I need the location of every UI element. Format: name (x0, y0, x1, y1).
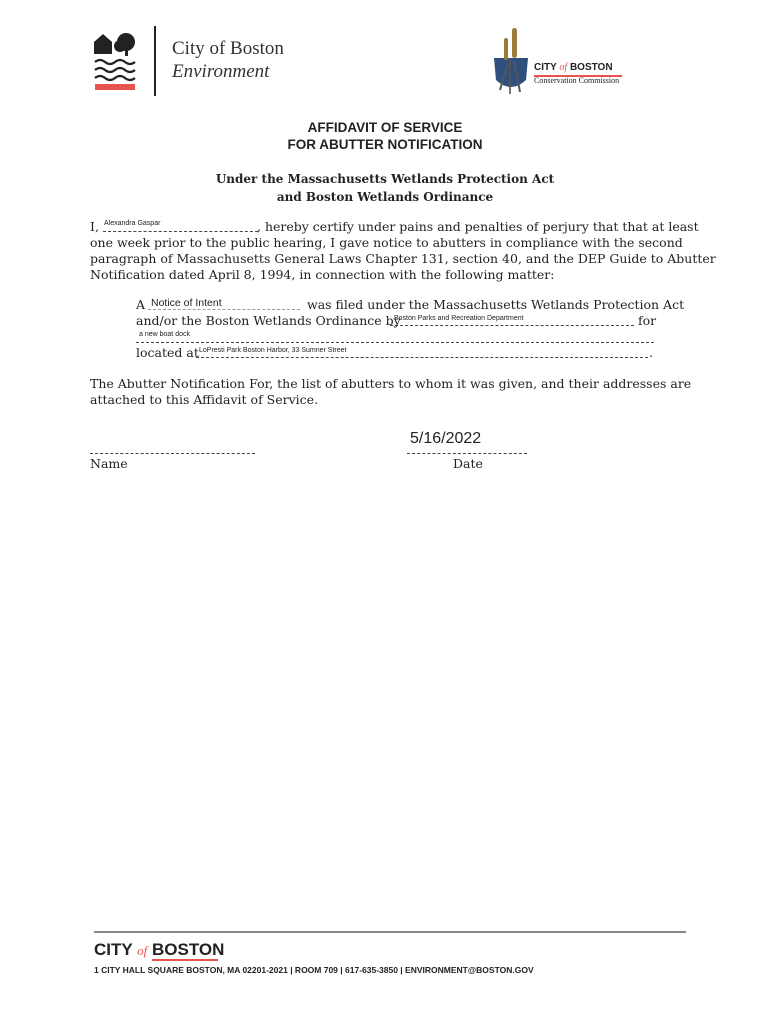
date-value: 5/16/2022 (410, 430, 482, 447)
p3-line-1: The Abutter Notification For, the list of abutters to whom it was given, and their addresses are (90, 376, 692, 391)
location-value: LoPresti Park Boston Harbor, 33 Sumner Street (199, 347, 347, 354)
p2-period: . (649, 345, 653, 360)
date-field[interactable] (407, 453, 527, 454)
footer-of: of (137, 943, 148, 958)
subtitle-line-2: and Boston Wetlands Ordinance (276, 190, 494, 204)
page-title (0, 119, 770, 153)
p2-located: located at (136, 345, 199, 360)
p1-line-3: paragraph of Massachusetts General Laws Chapter 131, section 40, and the DEP Guide to Abutter (90, 251, 716, 266)
environment-logo (94, 30, 294, 96)
commission-title (534, 62, 613, 73)
applicant-field[interactable] (390, 325, 634, 326)
commission-title-of: of (559, 62, 568, 73)
signature-name-field[interactable] (90, 453, 255, 454)
date-label: Date (453, 456, 483, 471)
p2-filed: was filed under the Massachusetts Wetlands Protection Act (307, 297, 685, 312)
p2-andor: and/or the Boston Wetlands Ordinance by (136, 313, 401, 328)
footer-address: 1 CITY HALL SQUARE BOSTON, MA 02201-2021 | ROOM 709 | 617-635-3850 | ENVIRONMENT@BOSTON.GOV (94, 965, 534, 975)
p3-line-2: attached to this Affidavit of Service. (90, 392, 319, 407)
project-field[interactable] (136, 342, 654, 343)
subtitle-line-1: Under the Massachusetts Wetlands Protection Act (215, 172, 555, 186)
logo-divider (154, 26, 156, 96)
project-value: a new boat dock (139, 331, 190, 338)
p1-line-2: one week prior to the public hearing, I gave notice to abutters in compliance with the second (90, 235, 683, 250)
p2-a: A (136, 297, 146, 312)
p2-for: for (638, 313, 657, 328)
p1-start: I, (90, 219, 99, 234)
conservation-commission-logo (490, 28, 640, 98)
title-line-2: FOR ABUTTER NOTIFICATION (287, 137, 483, 152)
name-field[interactable] (103, 231, 258, 232)
commission-title-city: CITY (534, 62, 557, 73)
p1-after-name: , hereby certify under pains and penalties of perjury that that at least (257, 219, 699, 234)
logo-line-1: City of Boston (172, 38, 284, 59)
title-line-1: AFFIDAVIT OF SERVICE (307, 120, 463, 135)
filing-type-field[interactable] (148, 309, 300, 310)
tree-house-icon (94, 30, 138, 96)
applicant-value: Boston Parks and Recreation Department (394, 315, 524, 322)
p1-line-4: Notification dated April 8, 1994, in connection with the following matter: (90, 267, 555, 282)
footer-underline (152, 959, 218, 961)
location-field[interactable] (196, 357, 648, 358)
footer-divider (94, 931, 686, 933)
footer-city: CITY (94, 940, 133, 959)
logo-line-2: Environment (172, 61, 270, 82)
commission-title-boston: BOSTON (569, 62, 613, 73)
footer-boston: BOSTON (152, 940, 225, 959)
name-value: Alexandra Gaspar (104, 220, 161, 227)
name-label: Name (90, 456, 128, 471)
commission-subtitle: Conservation Commission (534, 76, 620, 85)
footer-logo (94, 940, 224, 960)
filing-type-value: Notice of Intent (151, 297, 222, 309)
cattail-icon (490, 28, 532, 98)
page-subtitle (0, 170, 770, 206)
